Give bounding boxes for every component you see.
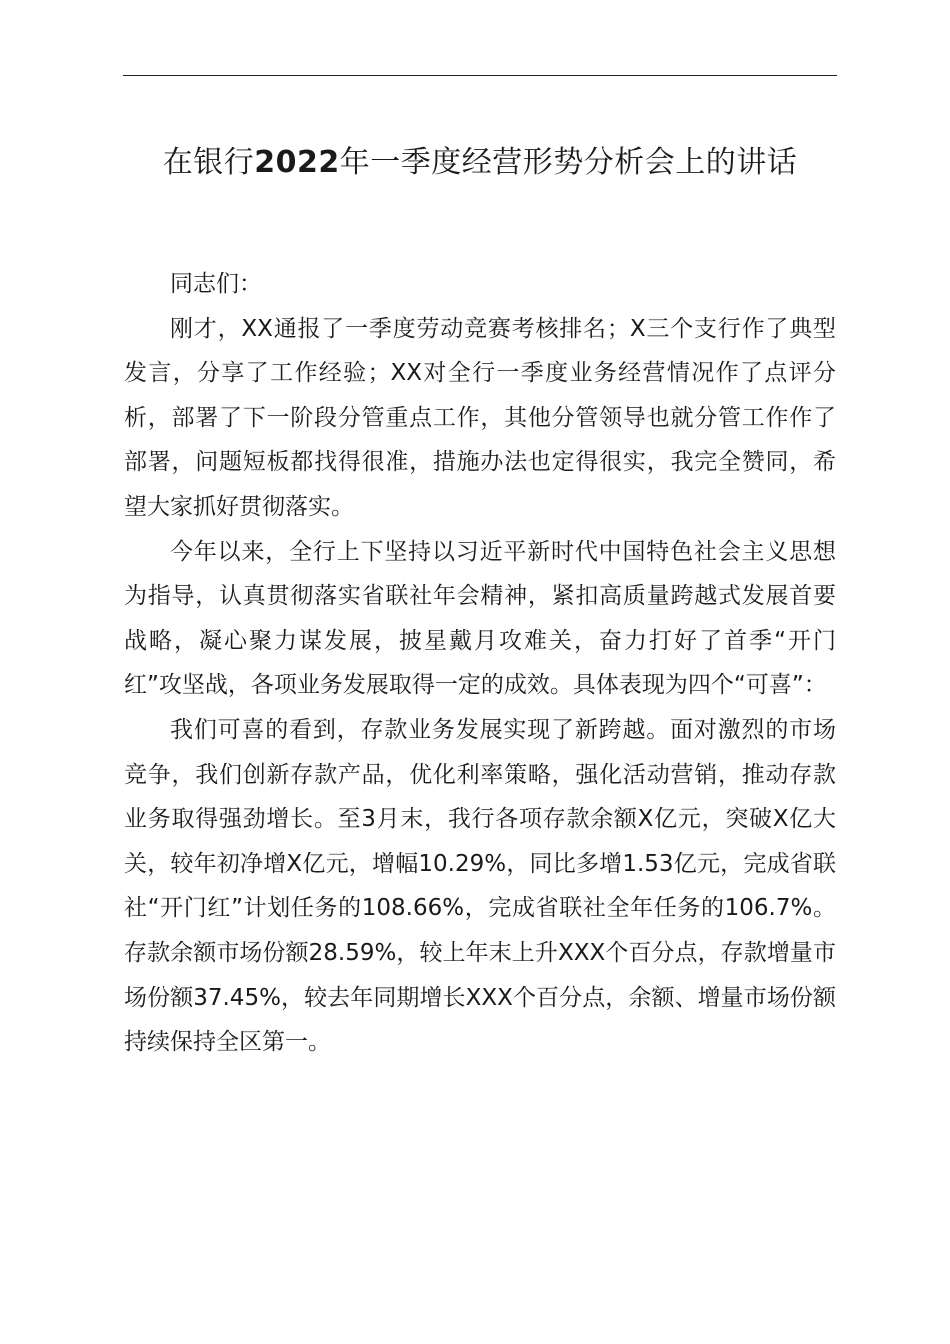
- paragraph-deposits: 我们可喜的看到，存款业务发展实现了新跨越。面对激烈的市场竞争，我们创新存款产品，优化利率策略，强化活动营销，推动存款业务取得强劲增长。至3月末，我行各项存款余额X亿元，突破X亿大关，较年初净增X亿元，增幅10.29%，同比多增1.53亿元，完成省联社“开门红”计划任务的108.66%，完成省联社全年任务的106.7%。存款余额市场份额28.59%，较上年末上升XXX个百分点，存款增量市场份额37.45%，较去年同期增长XXX个百分点，余额、增量市场份额持续保持全区第一。: [124, 716, 836, 1056]
- document-title: [118, 138, 842, 188]
- paragraph-opening: 刚才，XX通报了一季度劳动竞赛考核排名；X三个支行作了典型发言，分享了工作经验；XX对全行一季度业务经营情况作了点评分析，部署了下一阶段分管重点工作，其他分管领导也就分管工作作了部署，问题短板都找得很准，措施办法也定得很实，我完全赞同，希望大家抓好贯彻落实。: [124, 315, 836, 520]
- salutation: 同志们：: [170, 271, 262, 297]
- paragraph-overview: 今年以来，全行上下坚持以习近平新时代中国特色社会主义思想为指导，认真贯彻落实省联社年会精神，紧扣高质量跨越式发展首要战略，凝心聚力谋发展，披星戴月攻难关，奋力打好了首季“开门红”攻坚战，各项业务发展取得一定的成效。具体表现为四个“可喜”：: [124, 538, 836, 699]
- title-suffix: 年一季度经营形势分析会上的讲话: [339, 145, 798, 180]
- title-year: 2022: [254, 145, 340, 180]
- header-divider: [123, 75, 837, 76]
- title-prefix: 在银行: [162, 145, 255, 180]
- document-body: [124, 262, 836, 1065]
